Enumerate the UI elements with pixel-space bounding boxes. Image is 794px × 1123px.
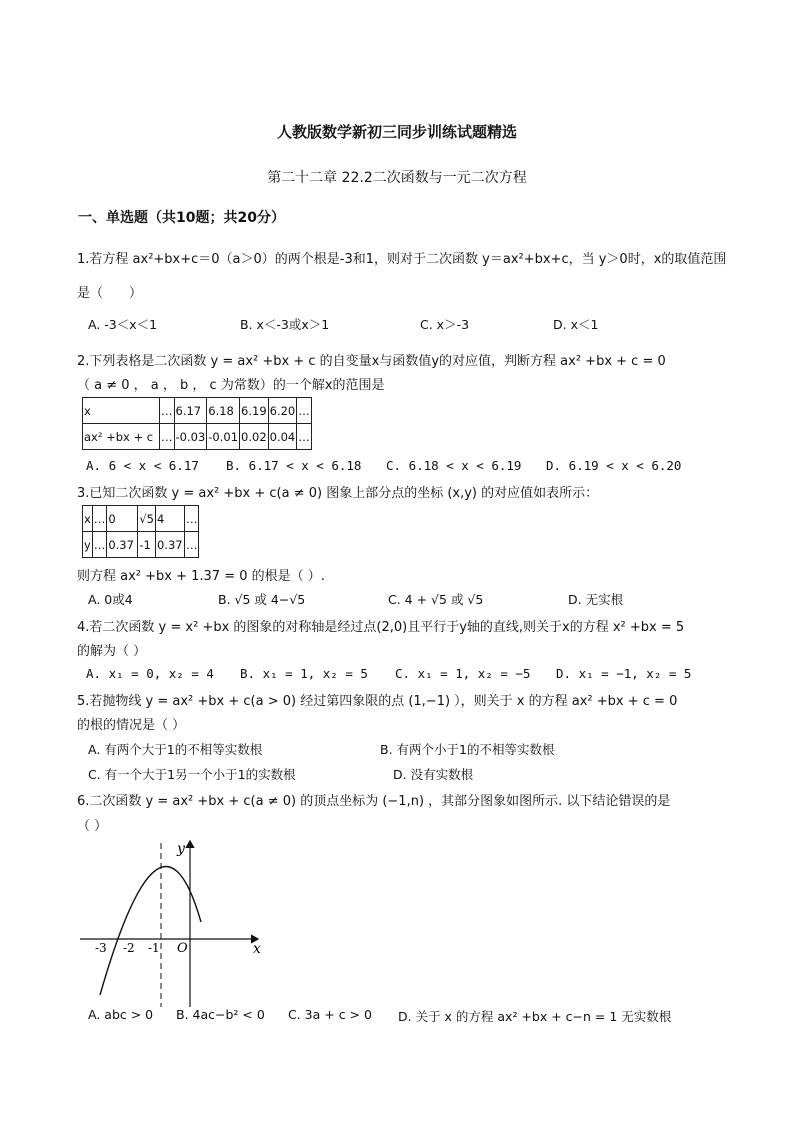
q4-stem-line2: 的解为（ ） [77, 644, 147, 659]
q1-option-b: B. x＜-3或x＞1 [240, 317, 330, 332]
table-cell: 4 [155, 506, 184, 532]
q6-stem-line2: （ ） [77, 819, 108, 834]
table-cell: 6.18 [207, 398, 240, 424]
table-cell: 6.17 [174, 398, 207, 424]
q4-option-d: D. x₁ = −1, x₂ = 5 [556, 666, 692, 681]
table-cell: ax² +bx + c [83, 424, 160, 450]
q5-option-c: C. 有一个大于1另一个小于1的实数根 [88, 767, 296, 782]
table-cell: … [184, 532, 199, 558]
q5-option-d: D. 没有实数根 [393, 767, 474, 782]
table-row [83, 506, 199, 532]
table-cell: √5 [138, 506, 156, 532]
table-cell: x [83, 398, 160, 424]
q1-option-c: C. x＞-3 [420, 317, 470, 332]
q3-option-d: D. 无实根 [568, 592, 624, 607]
tick-label-neg2: -2 [123, 941, 135, 955]
q6-parabola-graph [70, 835, 270, 1010]
table-cell: -0.03 [174, 424, 207, 450]
q4-option-b: B. x₁ = 1, x₂ = 5 [240, 666, 368, 681]
q2-option-b: B. 6.17 < x < 6.18 [226, 458, 362, 473]
q1-stem-line1: 1.若方程 ax²+bx+c＝0（a＞0）的两个根是-3和1，则对于二次函数 y＝ax²+bx+c，当 y＞0时，x的取值范围 [77, 252, 727, 267]
table-cell: 0.04 [268, 424, 297, 450]
q2-stem-line1: 2.下列表格是二次函数 y = ax² +bx + c 的自变量x与函数值y的对应值，判断方程 ax² +bx + c = 0 [77, 354, 666, 369]
q2-option-a: A. 6 < x < 6.17 [86, 458, 199, 473]
page-title: 人教版数学新初三同步训练试题精选 [276, 123, 517, 141]
table-cell: -1 [138, 532, 156, 558]
q3-after-text: 则方程 ax² +bx + 1.37 = 0 的根是（ ）. [77, 569, 325, 584]
q1-stem-line2: 是（ ） [77, 286, 143, 301]
x-axis-label: x [253, 941, 261, 957]
q4-option-a: A. x₁ = 0, x₂ = 4 [86, 666, 214, 681]
q5-option-a: A. 有两个大于1的不相等实数根 [88, 742, 263, 757]
q5-option-b: B. 有两个小于1的不相等实数根 [380, 742, 555, 757]
origin-label: O [177, 941, 188, 956]
table-row [83, 424, 312, 450]
q3-stem: 3.已知二次函数 y = ax² +bx + c(a ≠ 0) 图象上部分点的坐标 (x,y) 的对应值如表所示： [77, 486, 599, 501]
table-cell: y [83, 532, 93, 558]
q3-option-a: A. 0或4 [88, 592, 133, 607]
tick-label-neg1: -1 [148, 941, 160, 955]
table-cell: 6.19 [240, 398, 269, 424]
q2-option-d: D. 6.19 < x < 6.20 [546, 458, 682, 473]
table-cell: 0 [107, 506, 138, 532]
q2-stem-line2: （ a ≠ 0 ， a ， b ， c 为常数）的一个解x的范围是 [77, 378, 385, 393]
table-cell: 0.37 [107, 532, 138, 558]
table-cell: … [92, 506, 107, 532]
table-cell: … [160, 398, 175, 424]
q5-stem-line1: 5.若抛物线 y = ax² +bx + c(a > 0) 经过第四象限的点 (1,−1) ），则关于 x 的方程 ax² +bx + c = 0 [77, 694, 678, 709]
q1-option-a: A. -3＜x＜1 [88, 317, 158, 332]
q3-option-c: C. 4 + √5 或 √5 [388, 592, 484, 607]
q1-option-d: D. x＜1 [553, 317, 599, 332]
q6-option-d: D. 关于 x 的方程 ax² +bx + c−n = 1 无实数根 [398, 1009, 672, 1024]
q3-option-b: B. √5 或 4−√5 [218, 592, 306, 607]
table-cell: x [83, 506, 93, 532]
table-cell: … [297, 424, 312, 450]
table-cell: … [160, 424, 175, 450]
q4-option-c: C. x₁ = 1, x₂ = −5 [395, 666, 531, 681]
q6-option-b: B. 4ac−b² < 0 [176, 1007, 265, 1022]
y-axis-label: y [177, 841, 185, 857]
table-row [83, 398, 312, 424]
q4-stem-line1: 4.若二次函数 y = x² +bx 的图象的对称轴是经过点(2,0)且平行于y轴的直线,则关于x的方程 x² +bx = 5 [77, 620, 685, 635]
table-cell: 0.02 [240, 424, 269, 450]
table-cell: -0.01 [207, 424, 240, 450]
section-heading: 一、单选题（共10题；共20分） [78, 210, 285, 226]
q2-option-c: C. 6.18 < x < 6.19 [386, 458, 522, 473]
table-cell: … [184, 506, 199, 532]
table-cell: … [92, 532, 107, 558]
parabola-curve [100, 866, 201, 995]
table-cell: 6.20 [268, 398, 297, 424]
q3-value-table [82, 505, 199, 558]
q6-stem-line1: 6.二次函数 y = ax² +bx + c(a ≠ 0) 的顶点坐标为 (−1,n) ，其部分图象如图所示. 以下结论错误的是 [77, 794, 671, 809]
chapter-subtitle: 第二十二章 22.2二次函数与一元二次方程 [267, 170, 527, 186]
q6-option-c: C. 3a + c > 0 [288, 1007, 372, 1022]
table-cell: 0.37 [155, 532, 184, 558]
table-cell: … [297, 398, 312, 424]
q6-option-a: A. abc > 0 [88, 1007, 154, 1022]
q2-value-table [82, 397, 312, 450]
tick-label-neg3: -3 [95, 941, 107, 955]
q5-stem-line2: 的根的情况是（ ） [77, 718, 186, 733]
table-row [83, 532, 199, 558]
